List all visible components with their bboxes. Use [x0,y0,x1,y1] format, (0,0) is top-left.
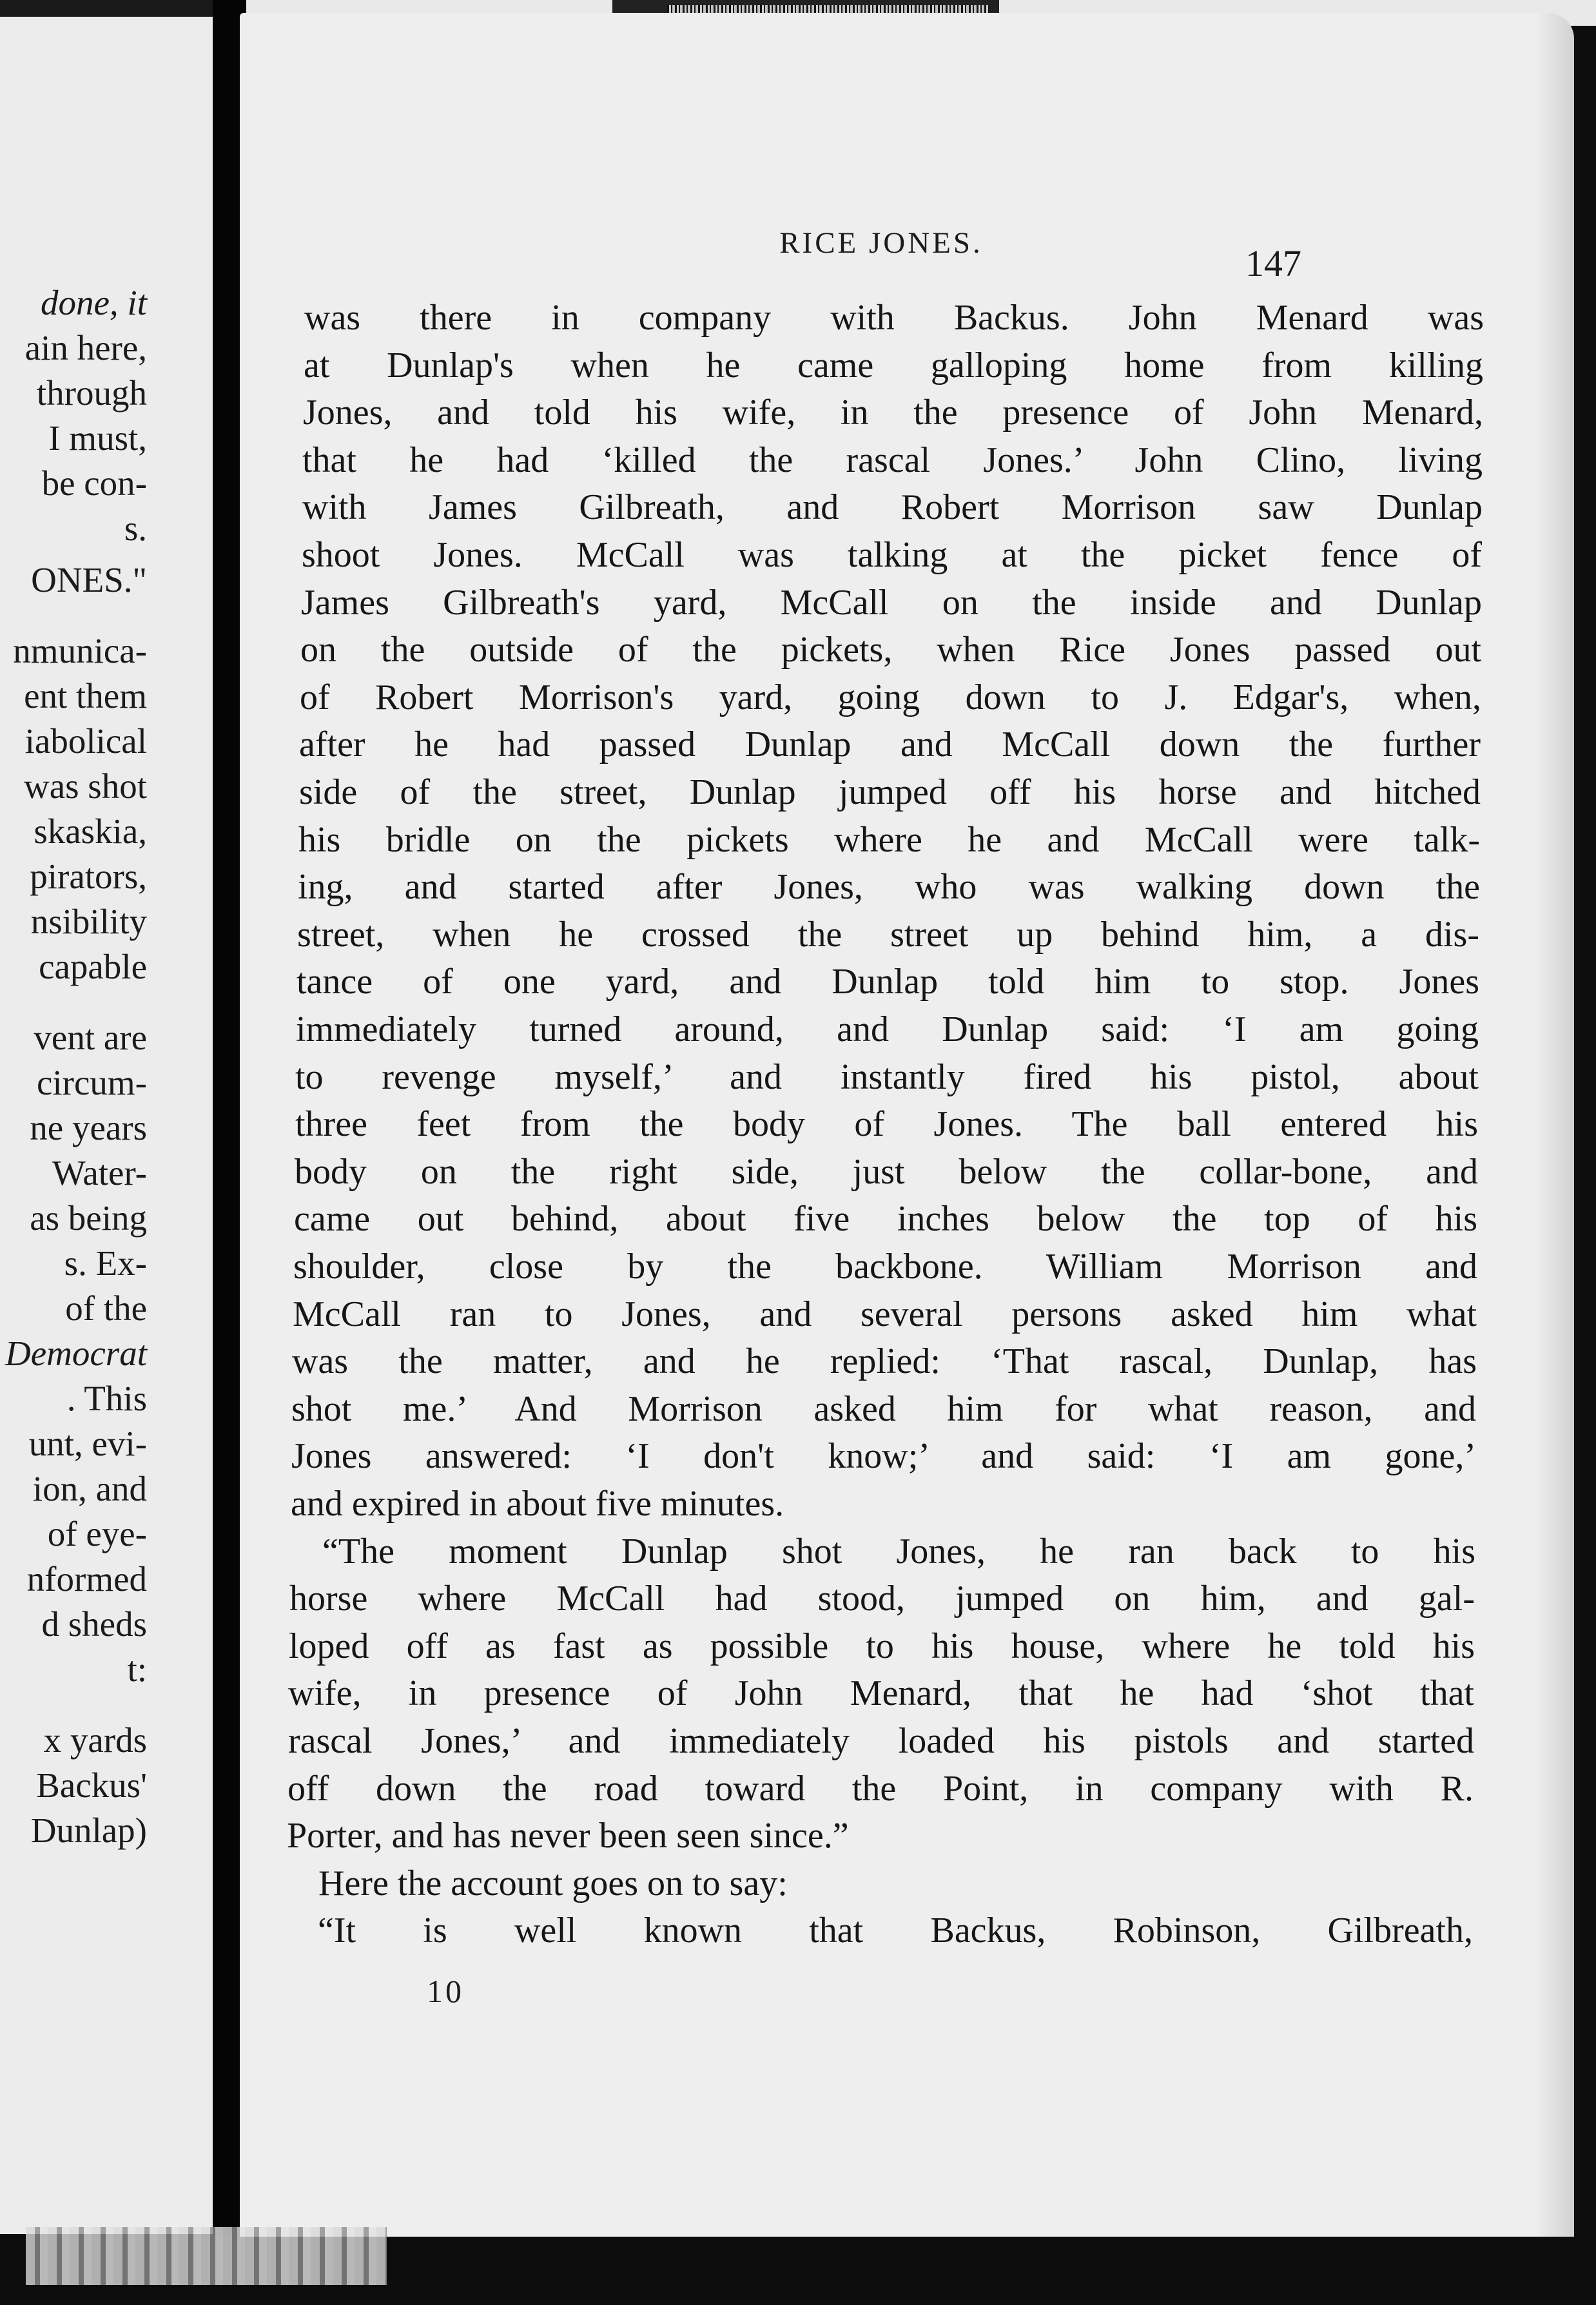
previous-page-line: Backus' [36,1765,147,1805]
previous-page-line: ent them [24,676,147,715]
signature-mark: 10 [427,1973,464,2009]
previous-page-line: ain here, [24,328,147,367]
current-page [240,13,1574,2256]
previous-page-line: d sheds [41,1604,147,1644]
text-line: tance of one yard, and Dunlap told him to stop. Jones [297,962,1479,1002]
body-text [240,13,1574,2256]
text-line: with James Gilbreath, and Robert Morrison saw Dunlap [302,487,1483,527]
text-line: three feet from the body of Jones. The ball entered his [295,1104,1478,1144]
previous-page-line: nmunica- [13,631,147,670]
previous-page-line: . This [66,1379,147,1418]
previous-page-line: circum- [36,1063,147,1102]
text-line: of Robert Morrison's yard, going down to J. Edgar's, when, [300,677,1481,717]
text-line: side of the street, Dunlap jumped off his horse and hitched [299,772,1481,812]
text-line: “It is well known that Backus, Robinson, Gilbreath, [318,1911,1473,1950]
text-line: ing, and started after Jones, who was walking down the [298,867,1480,907]
text-line: off down the road toward the Point, in company with R. [287,1769,1474,1809]
previous-page-line: ONES." [31,560,147,599]
previous-page-line: was shot [24,766,147,806]
previous-page-line: through [36,373,147,413]
previous-page-line: as being [30,1198,147,1238]
text-line: shoulder, close by the backbone. William Morrison and [293,1247,1477,1287]
text-line: body on the right side, just below the collar-bone, and [295,1152,1478,1192]
previous-page-line: s. [124,509,147,548]
text-line: came out behind, about five inches below the top of his [294,1199,1477,1239]
previous-page-line: ne years [30,1108,147,1147]
previous-page-line: Democrat [5,1334,147,1373]
text-line: horse where McCall had stood, jumped on him, and gal- [289,1579,1475,1619]
text-line: loped off as fast as possible to his house, where he told his [289,1626,1475,1666]
text-line: Porter, and has never been seen since.” [287,1816,849,1856]
text-line: was the matter, and he replied: ‘That rascal, Dunlap, has [292,1341,1477,1381]
page-number: 147 [1245,242,1301,284]
text-line: was there in company with Backus. John Menard was [304,298,1484,338]
previous-page-line: ion, and [32,1469,147,1508]
previous-page-line: skaskia, [34,812,147,851]
text-line: shot me.’ And Morrison asked him for what reason, and [291,1389,1476,1429]
text-line: at Dunlap's when he came galloping home from killing [304,345,1483,385]
text-line: his bridle on the pickets where he and McCall were talk- [298,820,1480,860]
text-line: and expired in about five minutes. [291,1484,784,1524]
text-line: immediately turned around, and Dunlap said: ‘I am going [296,1009,1479,1049]
text-line: Here the account goes on to say: [318,1863,788,1903]
previous-page-line: Water- [52,1153,147,1192]
scan-top-shadow [0,0,245,17]
text-line: James Gilbreath's yard, McCall on the inside and Dunlap [301,583,1482,623]
text-line: wife, in presence of John Menard, that he had ‘shot that [288,1673,1474,1713]
text-line: on the outside of the pickets, when Rice Jones passed out [300,630,1481,670]
text-line: after he had passed Dunlap and McCall down the further [299,725,1481,764]
text-line: “The moment Dunlap shot Jones, he ran back to his [322,1532,1475,1571]
running-head-text: RICE JONES. [779,226,983,260]
previous-page-line: vent are [34,1018,147,1057]
previous-page-line: t: [127,1649,147,1689]
previous-page-line: done, it [41,283,147,322]
previous-page-line: nformed [26,1559,147,1599]
previous-page-line: unt, evi- [28,1424,147,1463]
previous-page-line: s. Ex- [64,1243,147,1283]
previous-page-line: of eye- [47,1514,147,1553]
previous-page [0,17,213,2234]
previous-page-line: be con- [41,463,147,503]
text-line: rascal Jones,’ and immediately loaded his pistols and started [288,1721,1474,1761]
previous-page-line: Dunlap) [30,1811,147,1850]
previous-page-line: pirators, [30,857,147,896]
text-line: that he had ‘killed the rascal Jones.’ John Clino, living [302,440,1483,480]
page-edge-texture [26,2227,387,2285]
previous-page-line: iabolical [24,721,147,761]
previous-page-line: x yards [43,1720,147,1760]
text-line: street, when he crossed the street up behind him, a dis- [297,915,1479,955]
previous-page-line: capable [39,947,147,986]
text-line: to revenge myself,’ and instantly fired his pistol, about [295,1057,1479,1097]
text-line: shoot Jones. McCall was talking at the picket fence of [302,535,1482,575]
text-line: Jones, and told his wife, in the presence of John Menard, [303,393,1483,433]
previous-page-line: nsibility [30,902,147,941]
text-line: McCall ran to Jones, and several persons asked him what [293,1294,1477,1334]
previous-page-line: I must, [48,418,147,458]
previous-page-line: of the [65,1289,147,1328]
text-line: Jones answered: ‘I don't know;’ and said: ‘I am gone,’ [291,1436,1476,1476]
